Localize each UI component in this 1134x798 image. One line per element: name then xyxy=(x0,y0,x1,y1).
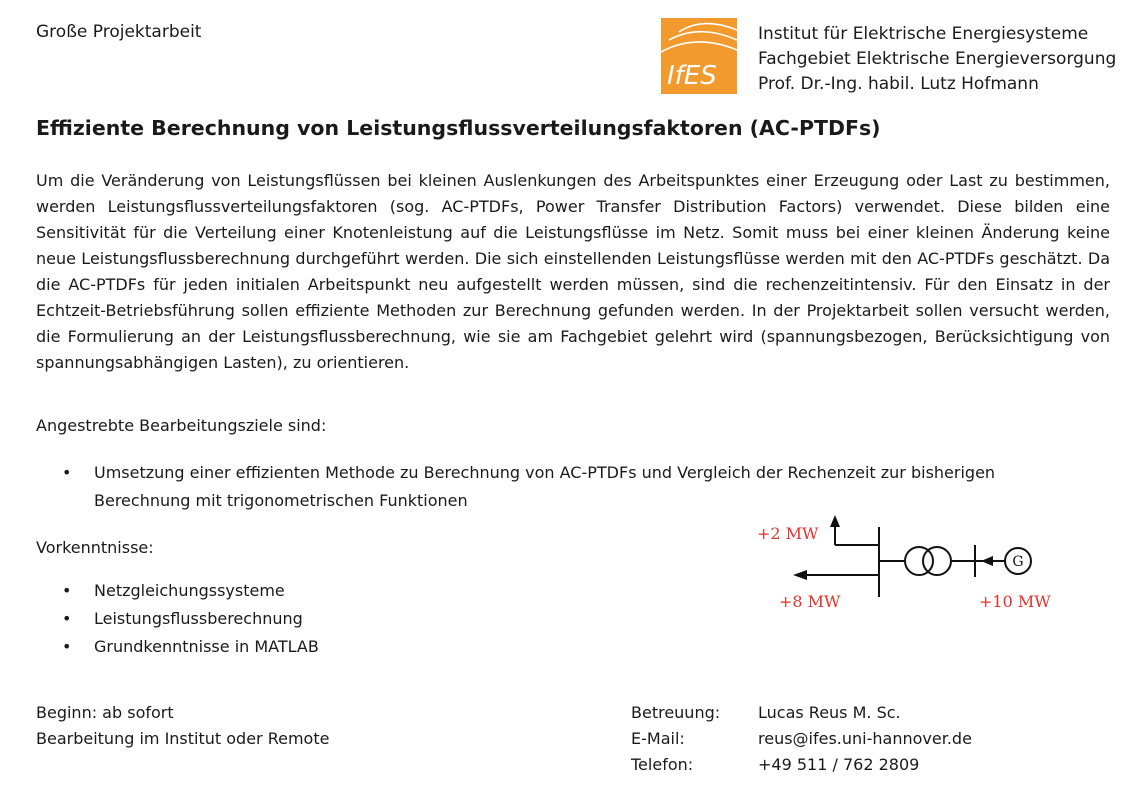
goals-heading: Angestrebte Bearbeitungsziele sind: xyxy=(36,416,327,435)
arrow-left-head xyxy=(793,570,807,580)
supervision-label: Betreuung: xyxy=(631,703,721,722)
institute-name: Institut für Elektrische Energiesysteme xyxy=(758,24,1089,44)
professor-name: Prof. Dr.-Ing. habil. Lutz Hofmann xyxy=(758,74,1039,94)
supervision-row xyxy=(631,700,972,726)
email-value[interactable]: reus@ifes.uni-hannover.de xyxy=(758,729,972,748)
label-left: +8 MW xyxy=(779,592,841,611)
location-info: Bearbeitung im Institut oder Remote xyxy=(36,729,330,748)
phone-label: Telefon: xyxy=(631,755,694,774)
institute-block xyxy=(758,22,1116,97)
supervision-value: Lucas Reus M. Sc. xyxy=(758,703,901,722)
generator-label: G xyxy=(1012,554,1024,570)
goal-text-line-1: Umsetzung einer effizienten Methode zu Berechnung von AC-PTDFs und Vergleich der Rechenzeit zur bisherigen xyxy=(94,463,996,482)
department-name: Fachgebiet Elektrische Energieversorgung xyxy=(758,49,1117,69)
prereq-item: Netzgleichungssysteme xyxy=(94,581,285,600)
transformer-winding-1 xyxy=(905,547,933,575)
description-paragraph xyxy=(36,168,1110,376)
goals-list xyxy=(62,459,995,515)
phone-row xyxy=(631,752,972,778)
document-type: Große Projektarbeit xyxy=(36,22,202,42)
contact-block xyxy=(631,700,972,778)
label-up: +2 MW xyxy=(757,524,819,543)
prereq-item: Leistungsflussberechnung xyxy=(94,609,303,628)
list-item xyxy=(62,633,319,661)
list-item xyxy=(62,577,319,605)
paragraph-line: Echtzeit-Betriebsführung sollen effiziente Methoden zur Berechnung gefunden werden. In der Projektarbeit sollen versucht werden, xyxy=(36,301,1110,320)
project-title: Effiziente Berechnung von Leistungsflussverteilungsfaktoren (AC-PTDFs) xyxy=(36,116,881,140)
transformer-winding-2 xyxy=(923,547,951,575)
ifes-logo xyxy=(661,18,737,94)
bullet-icon: • xyxy=(62,637,72,656)
bullet-icon: • xyxy=(62,581,72,600)
paragraph-line: spannungsabhängigen Lasten), zu orientieren. xyxy=(36,353,410,372)
arrow-up-head xyxy=(830,515,840,527)
paragraph-line: die Formulierung an der Leistungsflussberechnung, wie sie am Fachgebiet gelehrt wird (spannungsbezogen, Berücksichtigung von xyxy=(36,327,1110,346)
start-info: Beginn: ab sofort xyxy=(36,703,174,722)
arrow-gen-head xyxy=(981,556,993,566)
paragraph-line: Sensitivität für die Verteilung einer Knotenleistung auf die Leistungsflüsse im Netz. Somit muss bei einer kleinen Änderung keine xyxy=(36,223,1110,242)
prereq-list xyxy=(62,577,319,661)
list-item xyxy=(62,605,319,633)
email-label: E-Mail: xyxy=(631,729,685,748)
prereq-heading: Vorkenntnisse: xyxy=(36,538,154,557)
logo-text: IfES xyxy=(667,61,717,91)
email-row xyxy=(631,726,972,752)
paragraph-line: Um die Veränderung von Leistungsflüssen bei kleinen Auslenkungen des Arbeitspunktes einer Erzeugung oder Last zu bestimmen, xyxy=(36,171,1110,190)
list-item xyxy=(62,459,995,515)
bullet-icon: • xyxy=(62,463,72,482)
footer-left xyxy=(36,700,329,752)
power-flow-diagram xyxy=(755,515,1065,615)
phone-value: +49 511 / 762 2809 xyxy=(758,755,920,774)
paragraph-line: werden Leistungsflussverteilungsfaktoren (sog. AC-PTDFs, Power Transfer Distribution Factors) verwendet. Diese bilden eine xyxy=(36,197,1110,216)
bullet-icon: • xyxy=(62,609,72,628)
prereq-item: Grundkenntnisse in MATLAB xyxy=(94,637,319,656)
label-gen: +10 MW xyxy=(979,592,1051,611)
goal-text-line-2: Berechnung mit trigonometrischen Funktionen xyxy=(94,491,468,510)
paragraph-line: neue Leistungsflussberechnung durchgeführt werden. Die sich einstellenden Leistungsflüsse werden mit den AC-PTDFs geschätzt. Da xyxy=(36,249,1110,268)
paragraph-line: die AC-PTDFs für jeden initialen Arbeitspunkt neu aufgestellt werden müssen, sind die rechenzeitintensiv. Für den Einsatz in der xyxy=(36,275,1110,294)
